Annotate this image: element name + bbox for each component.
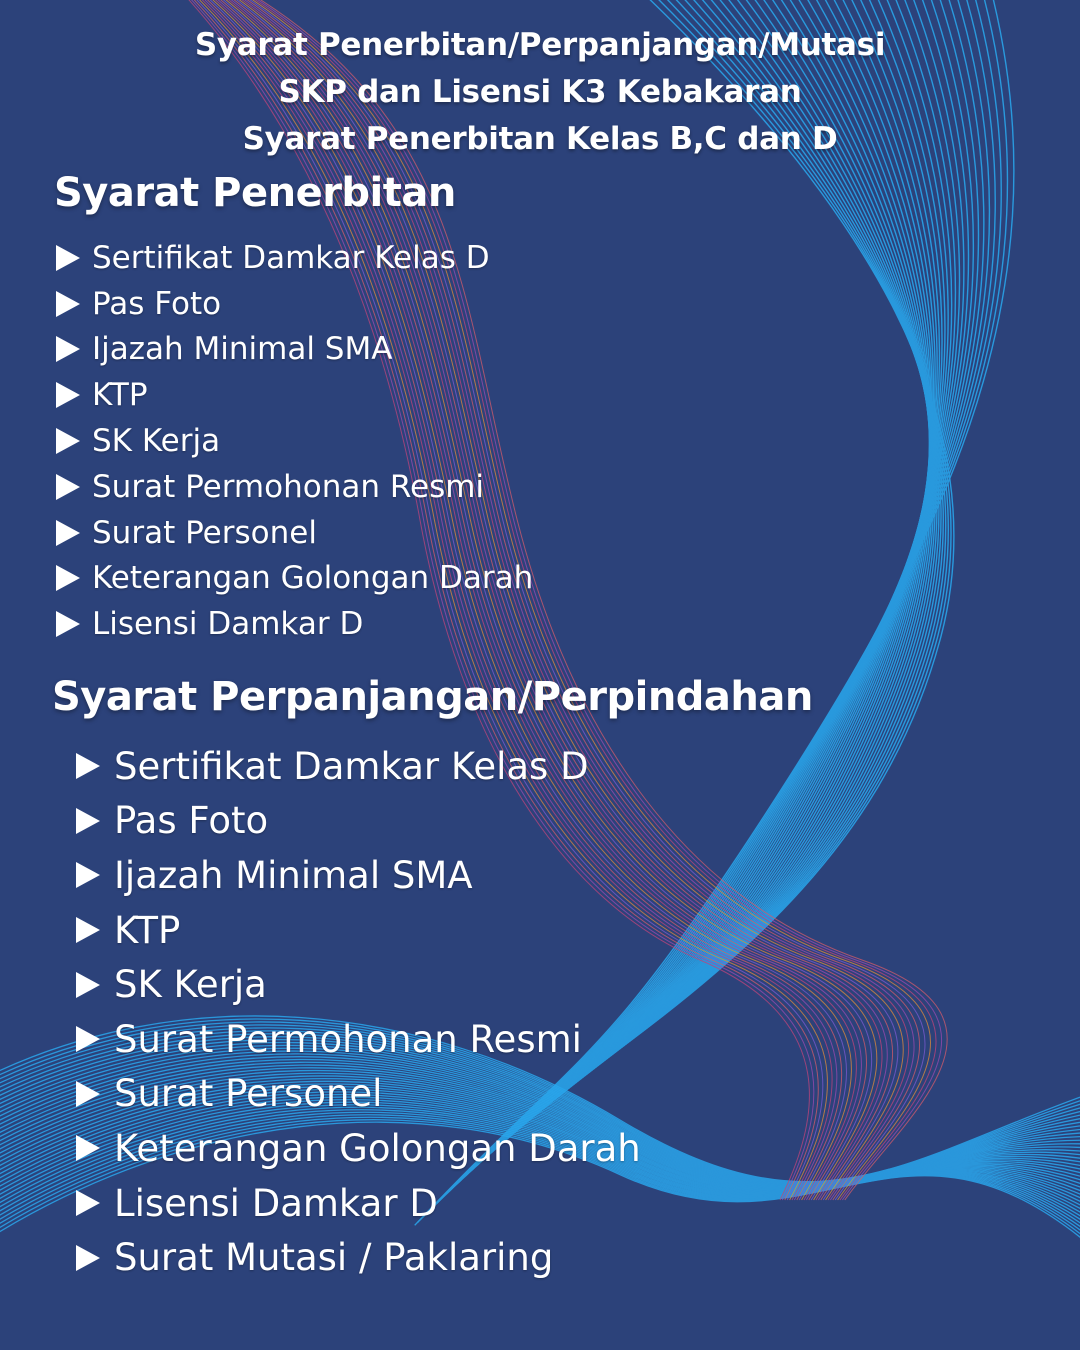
- triangle-right-icon: [56, 291, 80, 317]
- item-label: Surat Permohonan Resmi: [114, 1017, 582, 1061]
- triangle-right-icon: [76, 1190, 100, 1216]
- triangle-right-icon: [56, 611, 80, 637]
- list-item: [76, 848, 641, 903]
- section-title-penerbitan: Syarat Penerbitan: [54, 170, 456, 216]
- list-item: [76, 1176, 641, 1231]
- triangle-right-icon: [56, 336, 80, 362]
- triangle-right-icon: [76, 1081, 100, 1107]
- item-label: Surat Mutasi / Paklaring: [114, 1236, 554, 1280]
- item-label: Keterangan Golongan Darah: [114, 1126, 641, 1170]
- triangle-right-icon: [56, 565, 80, 591]
- triangle-right-icon: [76, 1245, 100, 1271]
- list-item: [76, 794, 641, 849]
- item-label: Sertifikat Damkar Kelas D: [92, 239, 490, 276]
- triangle-right-icon: [56, 245, 80, 271]
- list-item: [56, 235, 533, 281]
- list-item: [56, 601, 533, 647]
- list-item: [56, 418, 533, 464]
- triangle-right-icon: [56, 382, 80, 408]
- item-label: KTP: [92, 377, 148, 414]
- triangle-right-icon: [76, 1026, 100, 1052]
- item-label: SK Kerja: [114, 963, 267, 1007]
- item-label: Pas Foto: [92, 285, 222, 322]
- header-line-3: Syarat Penerbitan Kelas B,C dan D: [242, 121, 838, 157]
- triangle-right-icon: [76, 808, 100, 834]
- list-item: [56, 510, 533, 556]
- item-label: Surat Personel: [92, 514, 317, 551]
- item-label: Lisensi Damkar D: [92, 606, 364, 643]
- list-item: [76, 1067, 641, 1122]
- triangle-right-icon: [76, 917, 100, 943]
- item-label: Ijazah Minimal SMA: [114, 853, 473, 897]
- perpanjangan-requirements-list: [76, 739, 641, 1285]
- list-item: [56, 556, 533, 602]
- list-item: [76, 739, 641, 794]
- item-label: Surat Personel: [114, 1072, 383, 1116]
- list-item: [76, 1012, 641, 1067]
- triangle-right-icon: [76, 862, 100, 888]
- penerbitan-requirements-list: [56, 235, 533, 647]
- list-item: [76, 903, 641, 958]
- triangle-right-icon: [56, 520, 80, 546]
- triangle-right-icon: [56, 474, 80, 500]
- poster-header: [0, 22, 1080, 163]
- item-label: KTP: [114, 908, 181, 952]
- triangle-right-icon: [56, 428, 80, 454]
- list-item: [56, 327, 533, 373]
- triangle-right-icon: [76, 753, 100, 779]
- list-item: [76, 957, 641, 1012]
- item-label: Pas Foto: [114, 799, 269, 843]
- header-line-2: SKP dan Lisensi K3 Kebakaran: [278, 74, 802, 110]
- item-label: Surat Permohonan Resmi: [92, 468, 485, 505]
- list-item: [76, 1121, 641, 1176]
- list-item: [76, 1230, 641, 1285]
- header-line-1: Syarat Penerbitan/Perpanjangan/Mutasi: [194, 27, 886, 63]
- triangle-right-icon: [76, 972, 100, 998]
- item-label: Lisensi Damkar D: [114, 1181, 438, 1225]
- item-label: Keterangan Golongan Darah: [92, 560, 534, 597]
- triangle-right-icon: [76, 1135, 100, 1161]
- item-label: Ijazah Minimal SMA: [92, 331, 393, 368]
- item-label: Sertifikat Damkar Kelas D: [114, 744, 589, 788]
- section-title-perpanjangan: Syarat Perpanjangan/Perpindahan: [52, 674, 813, 720]
- item-label: SK Kerja: [92, 423, 221, 460]
- list-item: [56, 372, 533, 418]
- list-item: [56, 281, 533, 327]
- list-item: [56, 464, 533, 510]
